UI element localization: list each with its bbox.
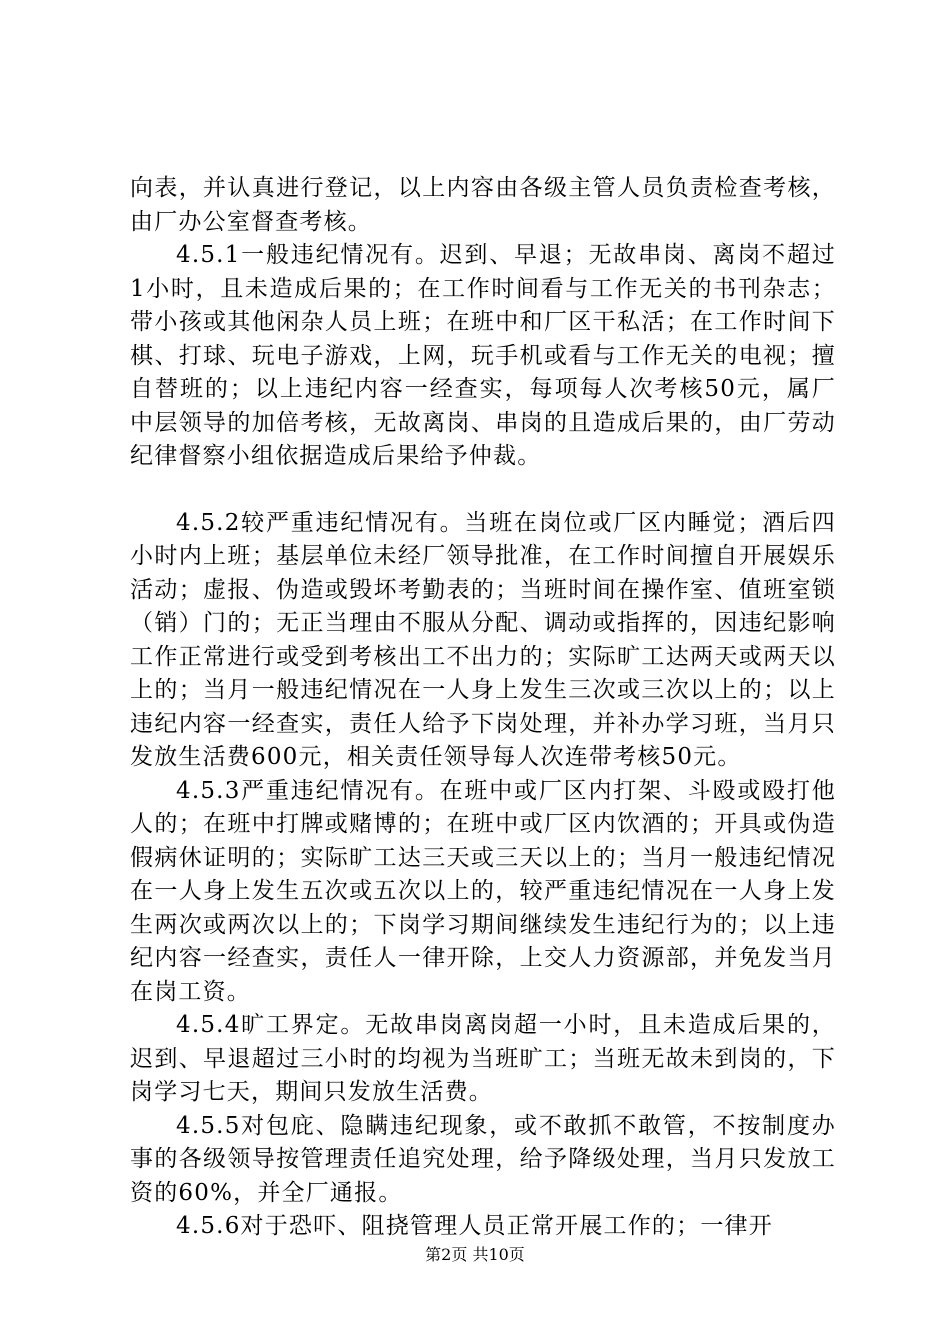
paragraph-4-5-4: 4.5.4旷工界定。无故串岗离岗超一小时，且未造成后果的，迟到、早退超过三小时的均视为当班旷工；当班无故未到岗的，下岗学习七天，期间只发放生活费。 (130, 1012, 836, 1105)
paragraph-4-5-3: 4.5.3严重违纪情况有。在班中或厂区内打架、斗殴或殴打他人的；在班中打牌或赌博的；在班中或厂区内饮酒的；开具或伪造假病休证明的；实际旷工达三天或三天以上的；当月一般违纪情况在一人身上发生五次或五次以上的，较严重违纪情况在一人身上发生两次或两次以上的；下岗学习期间继续发生违纪行为的；以上违纪内容一经查实，责任人一律开除，上交人力资源部，并免发当月在岗工资。 (130, 777, 836, 1005)
paragraph-4-5-1: 4.5.1一般违纪情况有。迟到、早退；无故串岗、离岗不超过1小时，且未造成后果的；在工作时间看与工作无关的书刊杂志；带小孩或其他闲杂人员上班；在班中和厂区干私活；在工作时间下棋、打球、玩电子游戏，上网，玩手机或看与工作无关的电视；擅自替班的；以上违纪内容一经查实，每项每人次考核50元，属厂中层领导的加倍考核，无故离岗、串岗的且造成后果的，由厂劳动纪律督察小组依据造成后果给予仲裁。 (130, 242, 836, 469)
paragraph-intro: 向表，并认真进行登记，以上内容由各级主管人员负责检查考核，由厂办公室督查考核。 (130, 175, 836, 235)
document-body (130, 172, 836, 1244)
paragraph-4-5-2: 4.5.2较严重违纪情况有。当班在岗位或厂区内睡觉；酒后四小时内上班；基层单位未经厂领导批准，在工作时间擅自开展娱乐活动；虚报、伪造或毁坏考勤表的；当班时间在操作室、值班室锁（销）门的；无正当理由不服从分配、调动或指挥的，因违纪影响工作正常进行或受到考核出工不出力的；实际旷工达两天或两天以上的；当月一般违纪情况在一人身上发生三次或三次以上的；以上违纪内容一经查实，责任人给予下岗处理，并补办学习班，当月只发放生活费600元，相关责任领导每人次连带考核50元。 (130, 509, 836, 770)
page-footer: 第2页 共10页 (425, 1245, 525, 1264)
paragraph-4-5-6: 4.5.6对于恐吓、阻挠管理人员正常开展工作的；一律开 (176, 1213, 773, 1239)
paragraph-4-5-5: 4.5.5对包庇、隐瞒违纪现象，或不敢抓不敢管，不按制度办事的各级领导按管理责任追究处理，给予降级处理，当月只发放工资的60%，并全厂通报。 (130, 1112, 836, 1206)
